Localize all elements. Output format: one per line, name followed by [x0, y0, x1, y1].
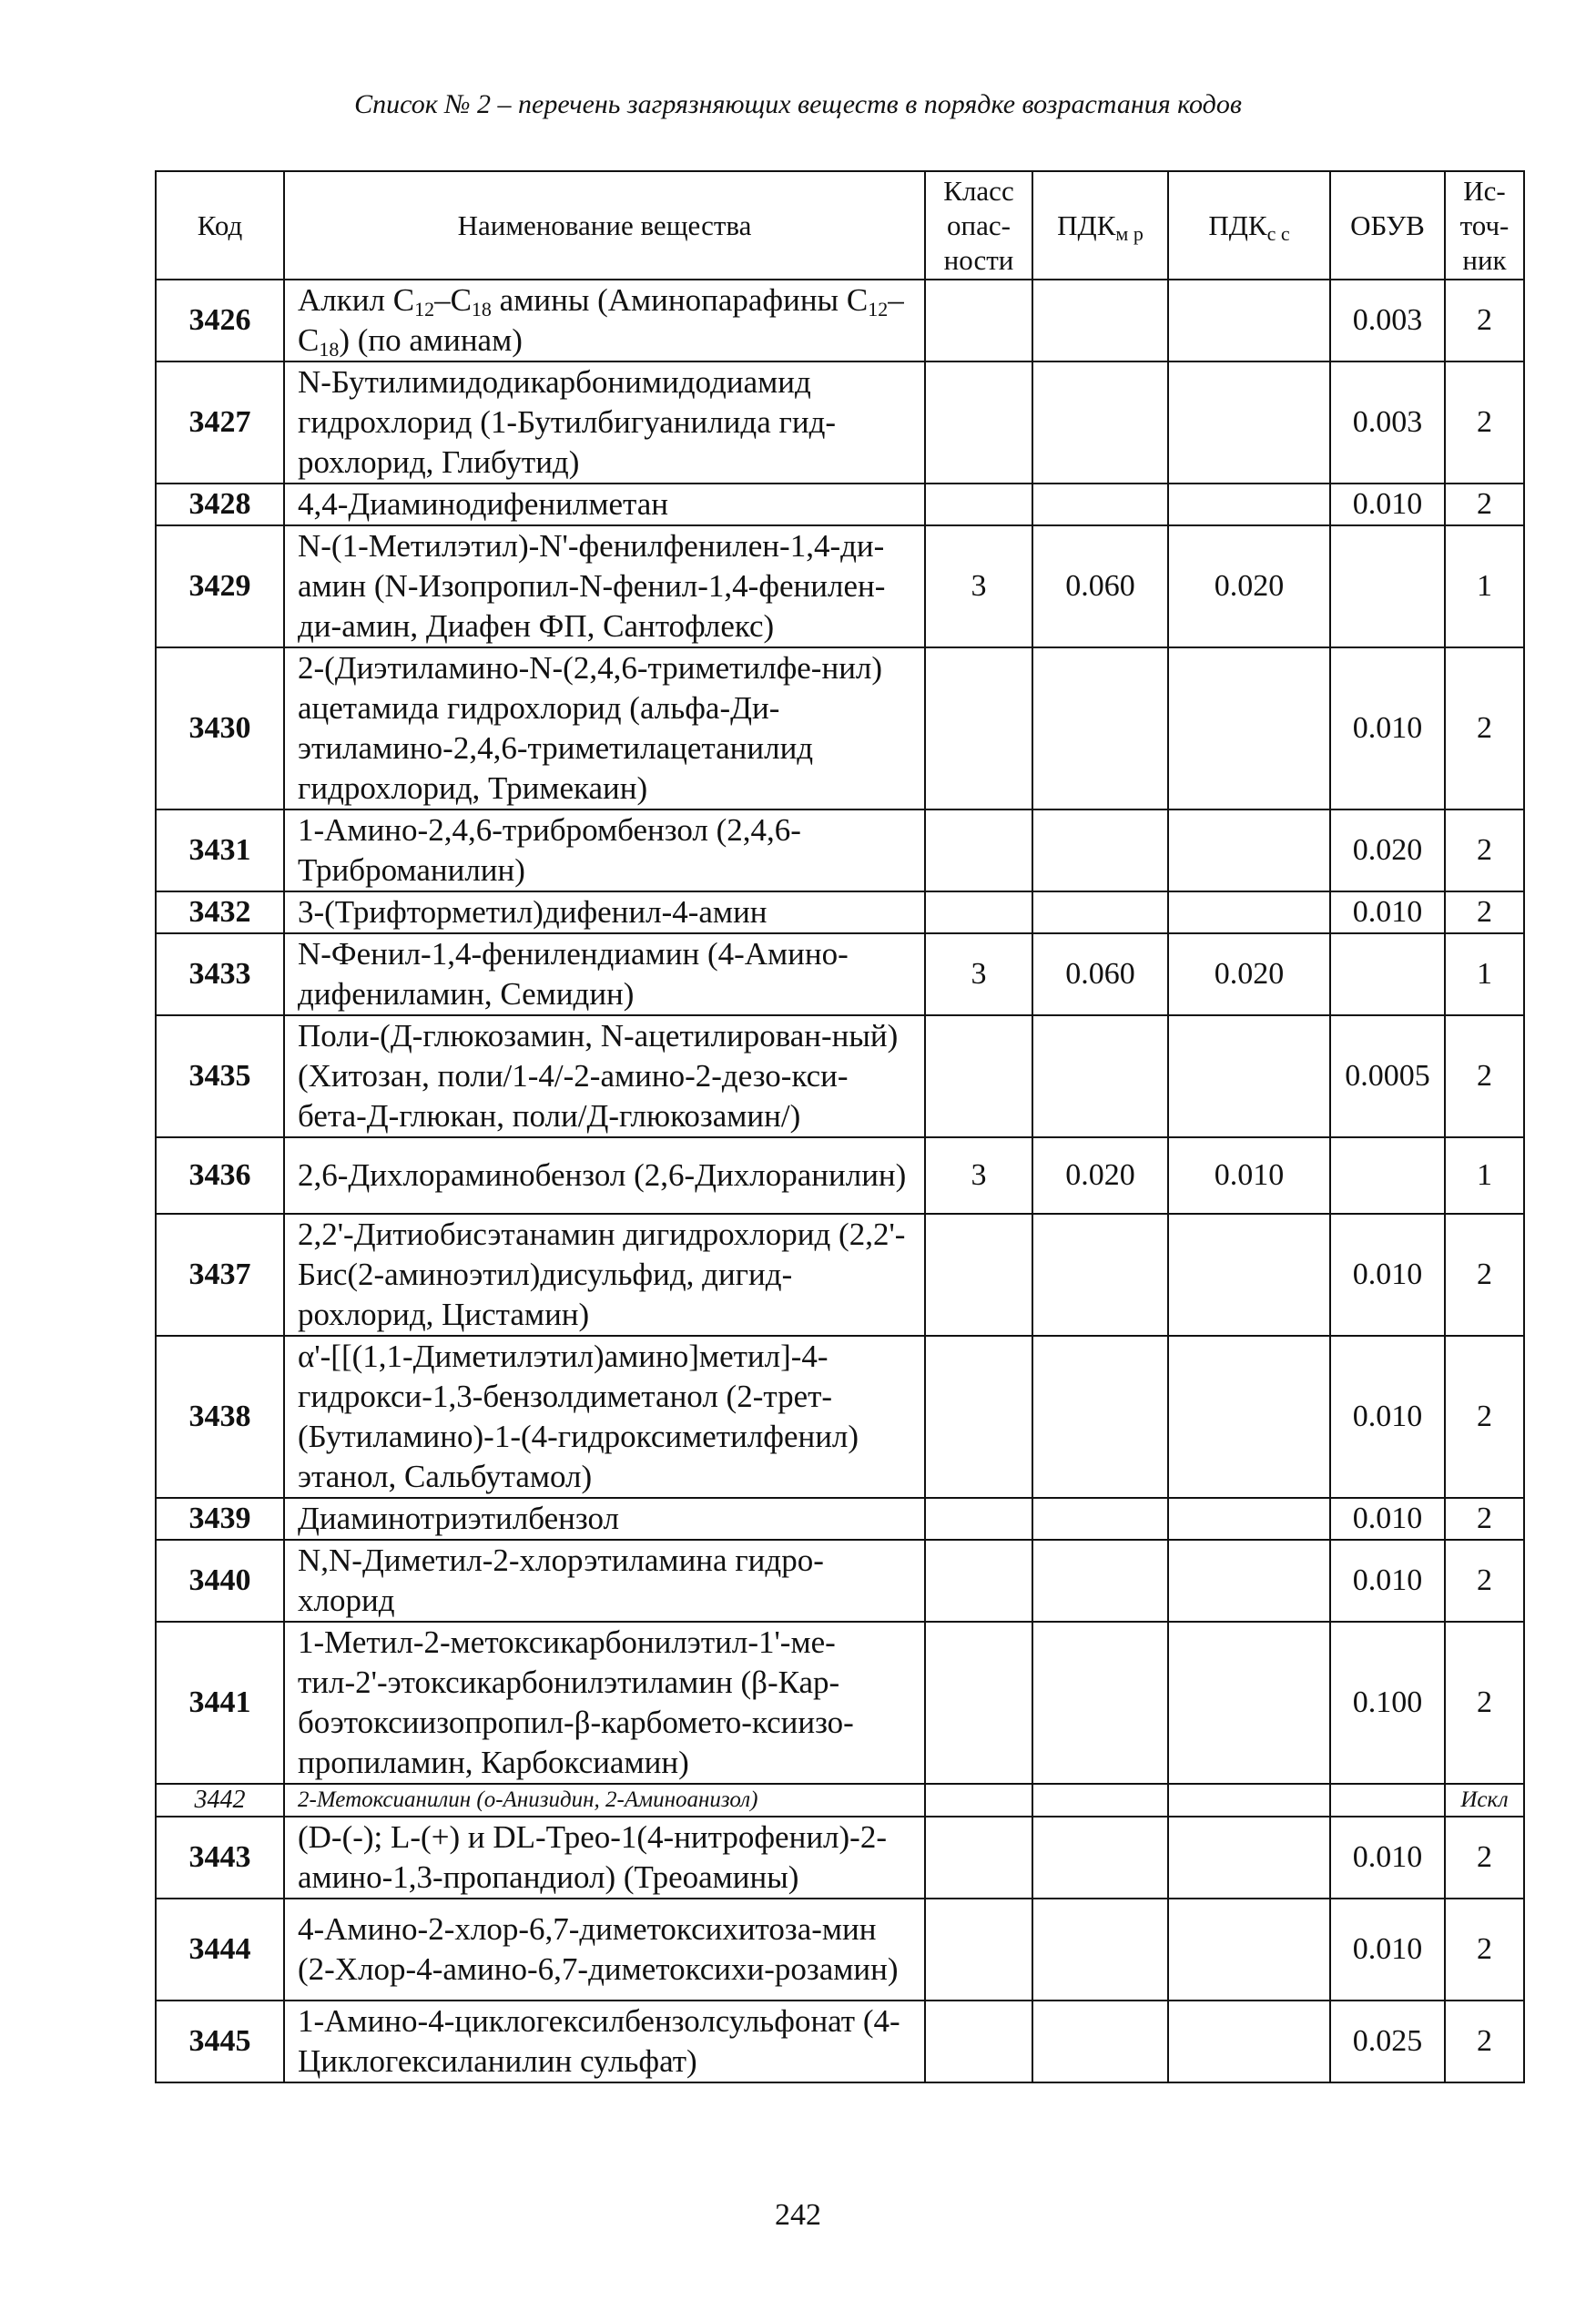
- cell-pdk-mr: [1032, 809, 1168, 891]
- cell-pdk-ss: [1168, 1336, 1330, 1498]
- cell-pdk-mr: [1032, 1622, 1168, 1784]
- cell-obuv: [1330, 1784, 1445, 1817]
- cell-pdk-ss: [1168, 1015, 1330, 1137]
- header-code: Код: [156, 171, 284, 280]
- header-source: Ис- точ- ник: [1445, 171, 1524, 280]
- cell-hazard-class: [925, 1015, 1032, 1137]
- cell-name: 2-Метоксианилин (о-Анизидин, 2-Аминоанизол): [284, 1784, 925, 1817]
- cell-name: 1-Амино-2,4,6-трибромбензол (2,4,6-Триброманилин): [284, 809, 925, 891]
- cell-obuv: 0.025: [1330, 2001, 1445, 2082]
- cell-code: 3443: [156, 1817, 284, 1899]
- cell-code: 3437: [156, 1214, 284, 1336]
- table-row: [156, 1817, 1524, 1899]
- cell-source: 2: [1445, 809, 1524, 891]
- cell-pdk-ss: [1168, 647, 1330, 809]
- cell-code: 3435: [156, 1015, 284, 1137]
- cell-name: Поли-(Д-глюкозамин, N-ацетилирован-ный) (Хитозан, поли/1-4/-2-амино-2-дезо-кси-бета-Д-глюкан, поли/Д-глюкозамин/): [284, 1015, 925, 1137]
- header-pdk-mr: $ПДК_{м р}$: [1032, 171, 1168, 280]
- table-row: [156, 484, 1524, 525]
- cell-code: 3431: [156, 809, 284, 891]
- cell-code: 3433: [156, 933, 284, 1015]
- cell-obuv: 0.010: [1330, 1336, 1445, 1498]
- header-pdk-ss: $ПДК_{с с}$: [1168, 171, 1330, 280]
- cell-name: (D-(-); L-(+) и DL-Трео-1(4-нитрофенил)-2-амино-1,3-пропандиол) (Треоамины): [284, 1817, 925, 1899]
- cell-obuv: 0.010: [1330, 1817, 1445, 1899]
- table-row: [156, 1784, 1524, 1817]
- header-obuv: ОБУВ: [1330, 171, 1445, 280]
- cell-pdk-mr: [1032, 361, 1168, 484]
- cell-source: 2: [1445, 1015, 1524, 1137]
- cell-obuv: 0.010: [1330, 1899, 1445, 2001]
- cell-pdk-mr: [1032, 1540, 1168, 1622]
- cell-pdk-mr: 0.060: [1032, 525, 1168, 647]
- cell-name: N,N-Диметил-2-хлорэтиламина гидро-хлорид: [284, 1540, 925, 1622]
- table-row: [156, 1899, 1524, 2001]
- cell-name: Диаминотриэтилбензол: [284, 1498, 925, 1540]
- cell-source: 2: [1445, 1622, 1524, 1784]
- cell-code: 3444: [156, 1899, 284, 2001]
- cell-name: N-Фенил-1,4-фенилендиамин (4-Амино-дифениламин, Семидин): [284, 933, 925, 1015]
- cell-hazard-class: [925, 647, 1032, 809]
- cell-hazard-class: [925, 1817, 1032, 1899]
- table-row: [156, 891, 1524, 933]
- cell-pdk-mr: [1032, 891, 1168, 933]
- table-row: [156, 1015, 1524, 1137]
- cell-source: 2: [1445, 1540, 1524, 1622]
- cell-pdk-ss: [1168, 280, 1330, 361]
- cell-obuv: 0.100: [1330, 1622, 1445, 1784]
- table-header-row: [156, 171, 1524, 280]
- cell-code: 3442: [156, 1784, 284, 1817]
- cell-name: Алкил $C_{12}-C_{18}$ амины (Аминопарафины $C_{12}-C_{18}$) (по аминам): [284, 280, 925, 361]
- cell-pdk-ss: [1168, 1214, 1330, 1336]
- cell-obuv: 0.0005: [1330, 1015, 1445, 1137]
- cell-source: 2: [1445, 361, 1524, 484]
- cell-obuv: 0.010: [1330, 1498, 1445, 1540]
- cell-pdk-mr: [1032, 1015, 1168, 1137]
- cell-hazard-class: [925, 280, 1032, 361]
- cell-hazard-class: 3: [925, 1137, 1032, 1214]
- cell-obuv: 0.010: [1330, 1214, 1445, 1336]
- cell-source: 2: [1445, 891, 1524, 933]
- cell-obuv: 0.020: [1330, 809, 1445, 891]
- cell-obuv: [1330, 1137, 1445, 1214]
- header-name: Наименование вещества: [284, 171, 925, 280]
- cell-source: 2: [1445, 647, 1524, 809]
- cell-pdk-ss: [1168, 1899, 1330, 2001]
- cell-pdk-ss: [1168, 2001, 1330, 2082]
- cell-hazard-class: [925, 1214, 1032, 1336]
- cell-code: 3429: [156, 525, 284, 647]
- cell-pdk-ss: [1168, 1540, 1330, 1622]
- cell-pdk-mr: [1032, 1817, 1168, 1899]
- cell-hazard-class: [925, 1784, 1032, 1817]
- cell-name: 2,2'-Дитиобисэтанамин дигидрохлорид (2,2'-Бис(2-аминоэтил)дисульфид, дигид-рохлорид, Цистамин): [284, 1214, 925, 1336]
- cell-hazard-class: [925, 1498, 1032, 1540]
- substances-table: [155, 170, 1525, 2083]
- cell-name: N-(1-Метилэтил)-N'-фенилфенилен-1,4-ди-амин (N-Изопропил-N-фенил-1,4-фенилен-ди-амин, Диафен ФП, Сантофлекс): [284, 525, 925, 647]
- table-row: [156, 1214, 1524, 1336]
- cell-pdk-mr: [1032, 1214, 1168, 1336]
- cell-hazard-class: [925, 1540, 1032, 1622]
- cell-name: 1-Метил-2-метоксикарбонилэтил-1'-ме-тил-2'-этоксикарбонилэтиламин (β-Кар-боэтоксиизопропил-β-карбомето-ксиизо-пропиламин, Карбоксиамин): [284, 1622, 925, 1784]
- cell-source: 2: [1445, 1336, 1524, 1498]
- cell-source: 2: [1445, 2001, 1524, 2082]
- cell-obuv: 0.003: [1330, 361, 1445, 484]
- cell-pdk-ss: [1168, 361, 1330, 484]
- cell-code: 3430: [156, 647, 284, 809]
- cell-code: 3438: [156, 1336, 284, 1498]
- table-row: [156, 647, 1524, 809]
- cell-name: α'-[[(1,1-Диметилэтил)амино]метил]-4-гидрокси-1,3-бензолдиметанол (2-трет-(Бутиламино)-1-(4-гидроксиметилфенил) этанол, Сальбутамол): [284, 1336, 925, 1498]
- cell-hazard-class: [925, 361, 1032, 484]
- cell-obuv: 0.010: [1330, 647, 1445, 809]
- cell-name: N-Бутилимидодикарбонимидодиамид гидрохлорид (1-Бутилбигуанилида гид-рохлорид, Глибутид): [284, 361, 925, 484]
- cell-name: 2-(Диэтиламино-N-(2,4,6-триметилфе-нил) ацетамида гидрохлорид (альфа-Ди-этиламино-2,4,6-триметилацетанилид гидрохлорид, Тримекаин): [284, 647, 925, 809]
- cell-hazard-class: 3: [925, 933, 1032, 1015]
- cell-pdk-mr: [1032, 647, 1168, 809]
- table-row: [156, 280, 1524, 361]
- page-number: 242: [775, 2198, 821, 2232]
- cell-code: 3445: [156, 2001, 284, 2082]
- cell-code: 3428: [156, 484, 284, 525]
- cell-source: 1: [1445, 1137, 1524, 1214]
- cell-hazard-class: [925, 1622, 1032, 1784]
- cell-pdk-ss: [1168, 1817, 1330, 1899]
- cell-pdk-ss: 0.010: [1168, 1137, 1330, 1214]
- cell-source: 2: [1445, 1498, 1524, 1540]
- cell-pdk-mr: [1032, 484, 1168, 525]
- table-row: [156, 1137, 1524, 1214]
- cell-source: 1: [1445, 933, 1524, 1015]
- header-hazard-class: Класс опас- ности: [925, 171, 1032, 280]
- cell-pdk-mr: [1032, 1336, 1168, 1498]
- cell-pdk-ss: [1168, 891, 1330, 933]
- cell-source: 2: [1445, 1817, 1524, 1899]
- table-row: [156, 1498, 1524, 1540]
- cell-pdk-mr: [1032, 1784, 1168, 1817]
- cell-code: 3436: [156, 1137, 284, 1214]
- table-row: [156, 809, 1524, 891]
- cell-hazard-class: [925, 1899, 1032, 2001]
- cell-pdk-ss: 0.020: [1168, 933, 1330, 1015]
- cell-pdk-ss: 0.020: [1168, 525, 1330, 647]
- cell-obuv: [1330, 525, 1445, 647]
- cell-hazard-class: [925, 2001, 1032, 2082]
- cell-code: 3427: [156, 361, 284, 484]
- cell-pdk-ss: [1168, 1622, 1330, 1784]
- cell-pdk-ss: [1168, 1784, 1330, 1817]
- cell-name: 4-Амино-2-хлор-6,7-диметоксихитоза-мин (2-Хлор-4-амино-6,7-диметоксихи-розамин): [284, 1899, 925, 2001]
- cell-source: 1: [1445, 525, 1524, 647]
- cell-source: Искл: [1445, 1784, 1524, 1817]
- cell-obuv: 0.010: [1330, 891, 1445, 933]
- table-row: [156, 2001, 1524, 2082]
- cell-hazard-class: [925, 809, 1032, 891]
- cell-pdk-ss: [1168, 484, 1330, 525]
- cell-obuv: 0.003: [1330, 280, 1445, 361]
- cell-pdk-mr: [1032, 280, 1168, 361]
- cell-code: 3439: [156, 1498, 284, 1540]
- cell-pdk-mr: [1032, 1498, 1168, 1540]
- cell-hazard-class: [925, 484, 1032, 525]
- cell-pdk-mr: [1032, 1899, 1168, 2001]
- cell-pdk-mr: 0.020: [1032, 1137, 1168, 1214]
- table-row: [156, 361, 1524, 484]
- cell-code: 3426: [156, 280, 284, 361]
- table-row: [156, 933, 1524, 1015]
- cell-obuv: [1330, 933, 1445, 1015]
- table-row: [156, 1622, 1524, 1784]
- cell-source: 2: [1445, 484, 1524, 525]
- cell-obuv: 0.010: [1330, 484, 1445, 525]
- table-row: [156, 1540, 1524, 1622]
- table-row: [156, 525, 1524, 647]
- cell-source: 2: [1445, 1899, 1524, 2001]
- cell-name: 1-Амино-4-циклогексилбензолсульфонат (4-Циклогексиланилин сульфат): [284, 2001, 925, 2082]
- cell-code: 3440: [156, 1540, 284, 1622]
- cell-code: 3441: [156, 1622, 284, 1784]
- cell-hazard-class: [925, 891, 1032, 933]
- cell-code: 3432: [156, 891, 284, 933]
- cell-source: 2: [1445, 280, 1524, 361]
- cell-hazard-class: [925, 1336, 1032, 1498]
- cell-pdk-ss: [1168, 1498, 1330, 1540]
- cell-name: 2,6-Дихлораминобензол (2,6-Дихлоранилин): [284, 1137, 925, 1214]
- cell-pdk-mr: [1032, 2001, 1168, 2082]
- cell-source: 2: [1445, 1214, 1524, 1336]
- cell-pdk-ss: [1168, 809, 1330, 891]
- table-row: [156, 1336, 1524, 1498]
- cell-hazard-class: 3: [925, 525, 1032, 647]
- cell-pdk-mr: 0.060: [1032, 933, 1168, 1015]
- cell-obuv: 0.010: [1330, 1540, 1445, 1622]
- cell-name: 3-(Трифторметил)дифенил-4-амин: [284, 891, 925, 933]
- cell-name: 4,4-Диаминодифенилметан: [284, 484, 925, 525]
- page-title: Список № 2 – перечень загрязняющих веществ в порядке возрастания кодов: [354, 89, 1242, 119]
